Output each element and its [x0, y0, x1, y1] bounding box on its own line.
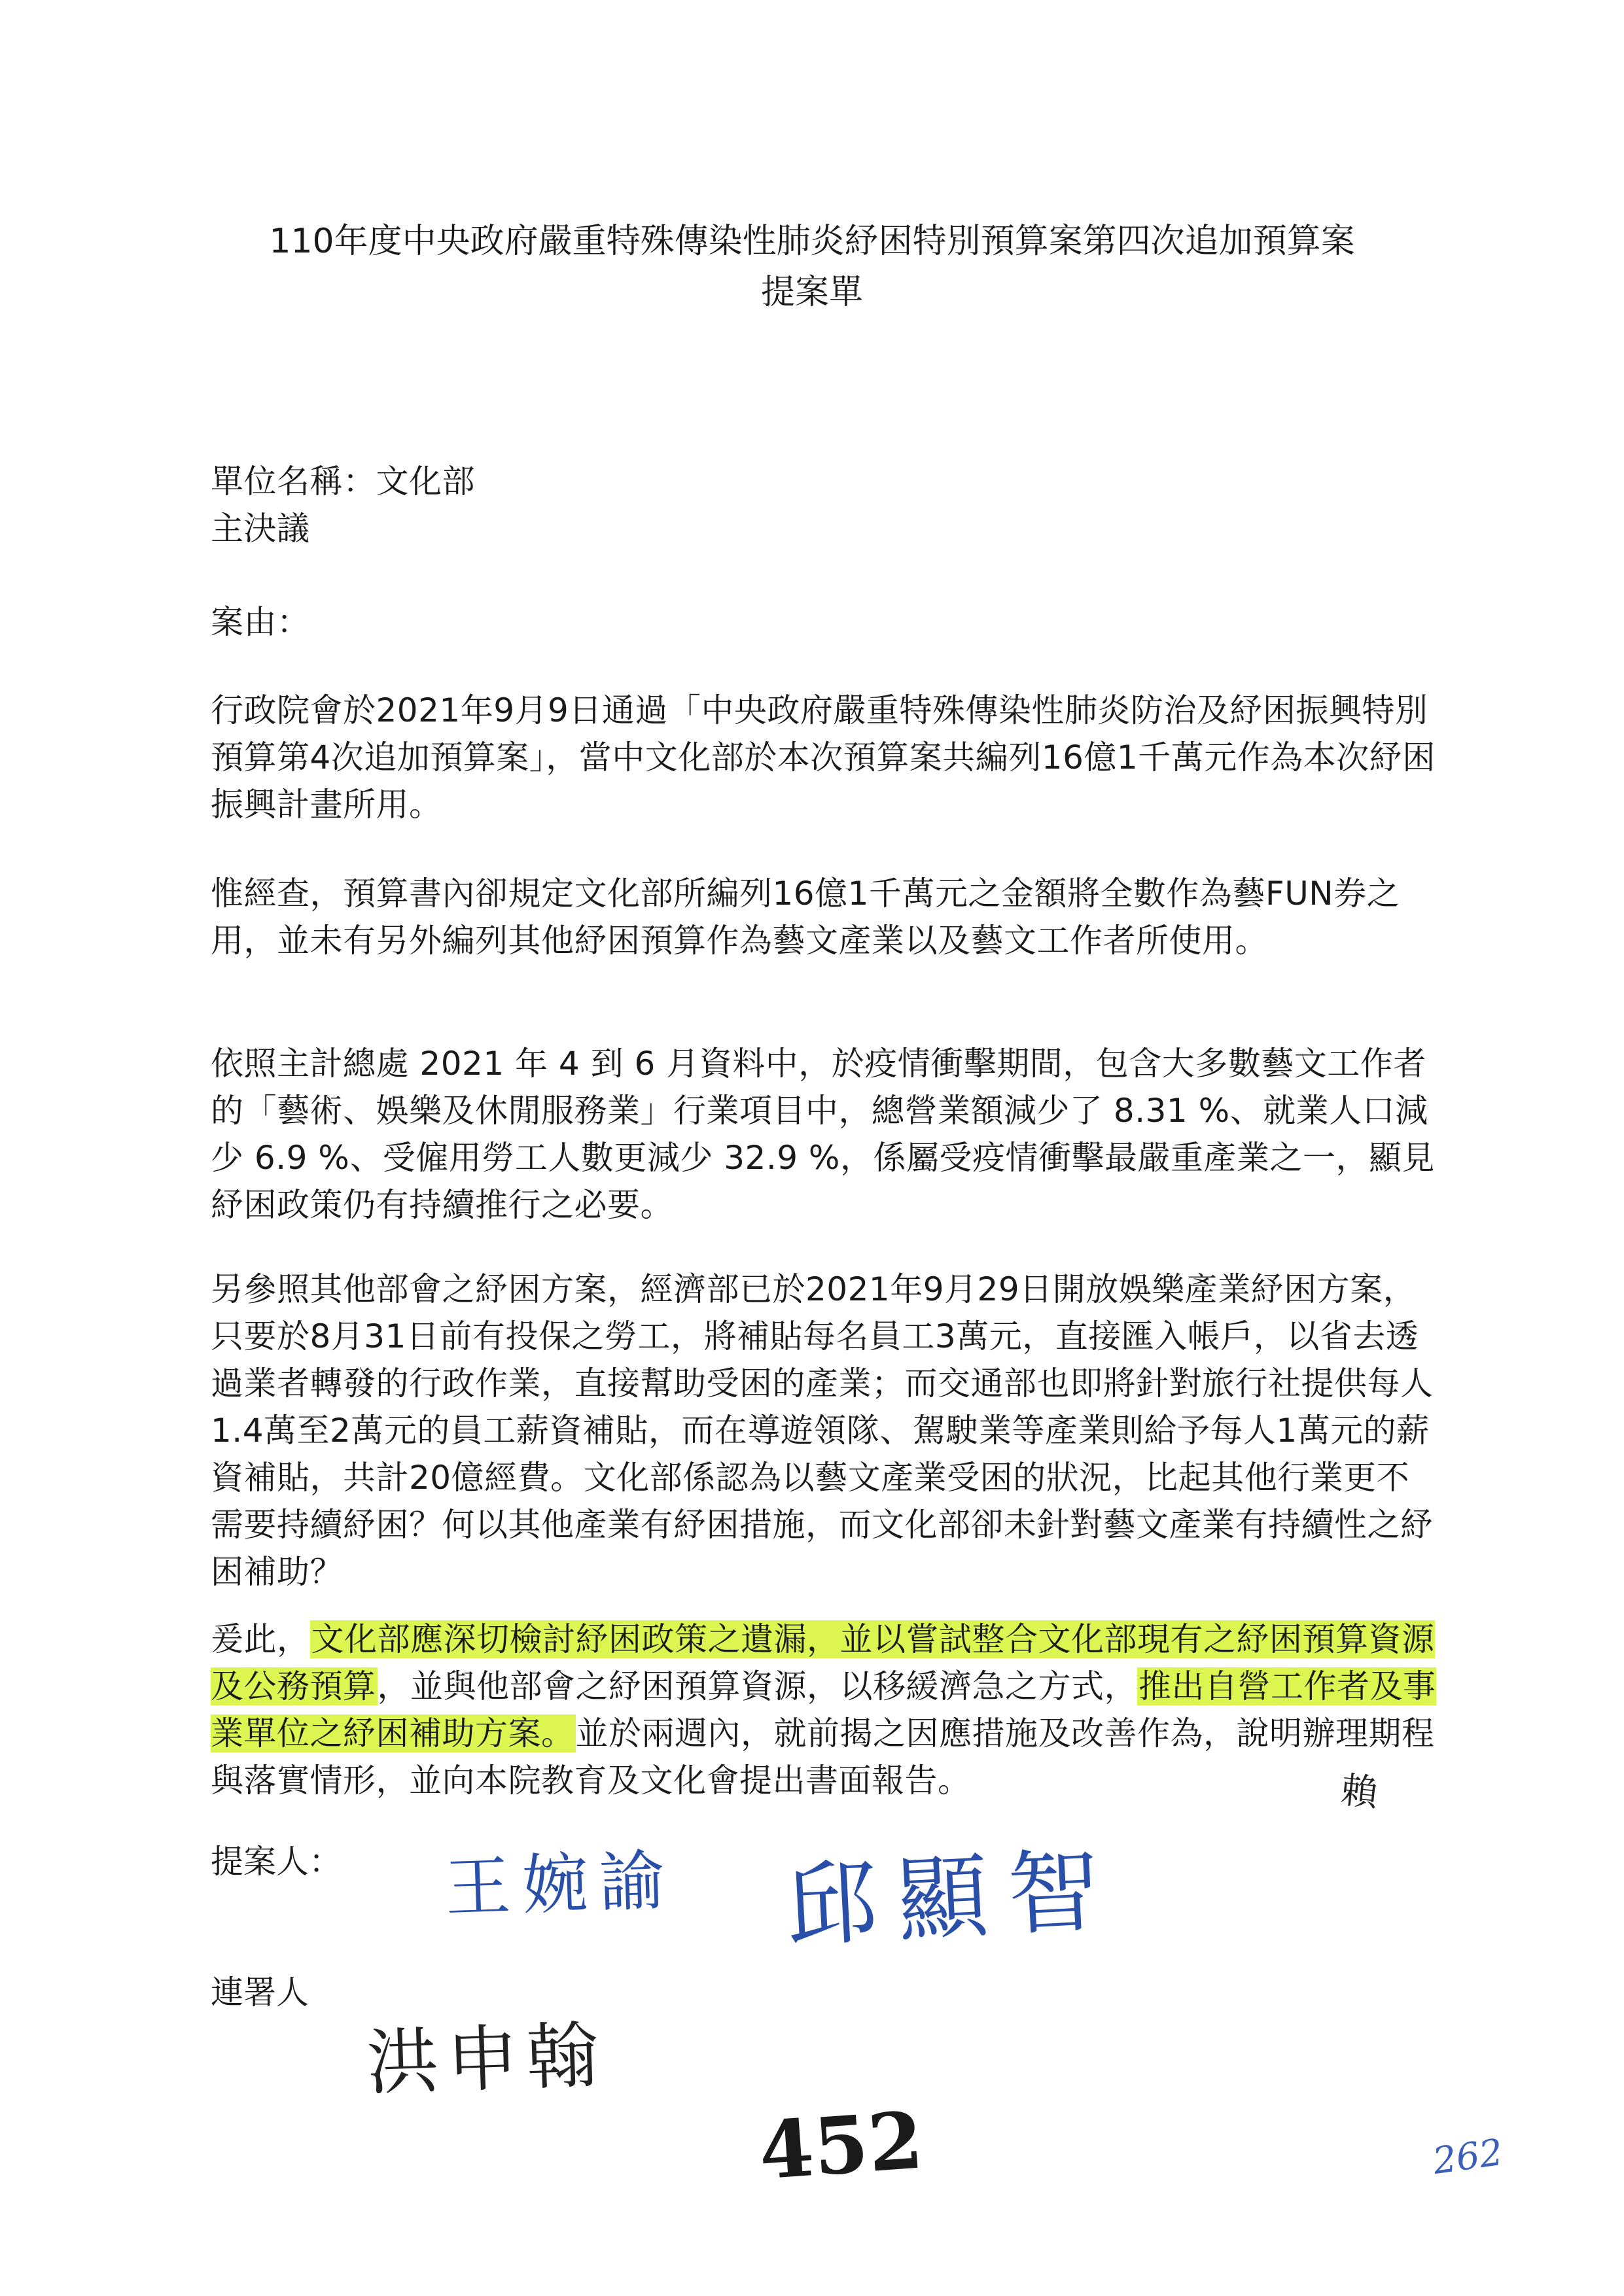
reason-label: 案由：	[211, 603, 310, 641]
highlight-review-policy: 文化部應深切檢討紓困政策之遺漏，並以嘗試整合文化部現有之紓困預算資源及公務預算	[211, 1620, 1435, 1705]
paragraph-2	[211, 870, 1441, 964]
paragraph-4-text: 另參照其他部會之紓困方案，經濟部已於2021年9月29日開放娛樂產業紓困方案，只要於8月31日前有投保之勞工，將補貼每名員工3萬元，直接匯入帳戶，以省去透過業者轉發的行政作業，直接幫助受困的產業；而交通部也即將針對旅行社提供每人1.4萬至2萬元的員工薪資補貼，而在導遊領隊、駕駛業等產業則給予每人1萬元的薪資補貼，共計20億經費。文化部係認為以藝文產業受困的狀況，比起其他行業更不需要持續紓困？何以其他產業有紓困措施，而文化部卻未針對藝文產業有持續性之紓困補助？	[211, 1270, 1434, 1591]
paragraph-3-text: 依照主計總處 2021 年 4 到 6 月資料中，於疫情衝擊期間，包含大多數藝文工作者的「藝術、娛樂及休閒服務業」行業項目中，總營業額減少了 8.31 %、就業人口減少 6.9 %、受僱用勞工人數更減少 32.9 %，係屬受疫情衝擊最嚴重產業之一，顯見紓困政策仍有持續推行之必要。	[211, 1045, 1435, 1224]
paragraph-5	[211, 1616, 1441, 1804]
cosigner-label: 連署人	[211, 1974, 309, 2011]
page-number-handwritten: 452	[756, 2094, 927, 2198]
paragraph-5-middle: ，並與他部會之紓困預算資源，以移緩濟急之方式，	[377, 1667, 1137, 1705]
proposer-label: 提案人：	[211, 1843, 342, 1881]
paragraph-5-tail: 並於兩週內，就前揭之因應措施及改善作為，說明辦理期程與落實情形，並向本院教育及文化會提出書面報告。	[211, 1714, 1435, 1800]
paragraph-2-text: 惟經查，預算書內卻規定文化部所編列16億1千萬元之金額將全數作為藝FUN券之用，並未有另外編列其他紓困預算作為藝文產業以及藝文工作者所使用。	[211, 875, 1400, 960]
resolution-type: 主決議	[211, 510, 310, 548]
signature-lai: 賴	[1339, 1769, 1380, 1815]
signature-wang: 王婉諭	[444, 1841, 679, 1927]
page-number-small: 262	[1430, 2131, 1506, 2183]
document-title	[0, 216, 1624, 318]
paragraph-3	[211, 1040, 1441, 1228]
paragraph-4	[211, 1266, 1441, 1595]
highlight-relief-plan: 推出自營工作者及事業單位之紓困補助方案。	[211, 1667, 1436, 1752]
unit-name: 單位名稱：文化部	[211, 462, 475, 500]
paragraph-5-lead: 爰此，	[211, 1620, 310, 1658]
signature-hong: 洪申翰	[365, 2013, 608, 2106]
title-line-2: 提案單	[760, 273, 863, 312]
paragraph-5-text	[211, 1616, 1441, 1804]
paragraph-1-text: 行政院會於2021年9月9日通過「中央政府嚴重特殊傳染性肺炎防治及紓困振興特別預算第4次追加預算案」，當中文化部於本次預算案共編列16億1千萬元作為本次紓困振興計畫所用。	[211, 691, 1436, 824]
paragraph-1	[211, 687, 1441, 828]
signature-qiu: 邱顯智	[783, 1836, 1122, 1961]
title-line-1: 110年度中央政府嚴重特殊傳染性肺炎紓困特別預算案第四次追加預算案	[269, 222, 1355, 261]
